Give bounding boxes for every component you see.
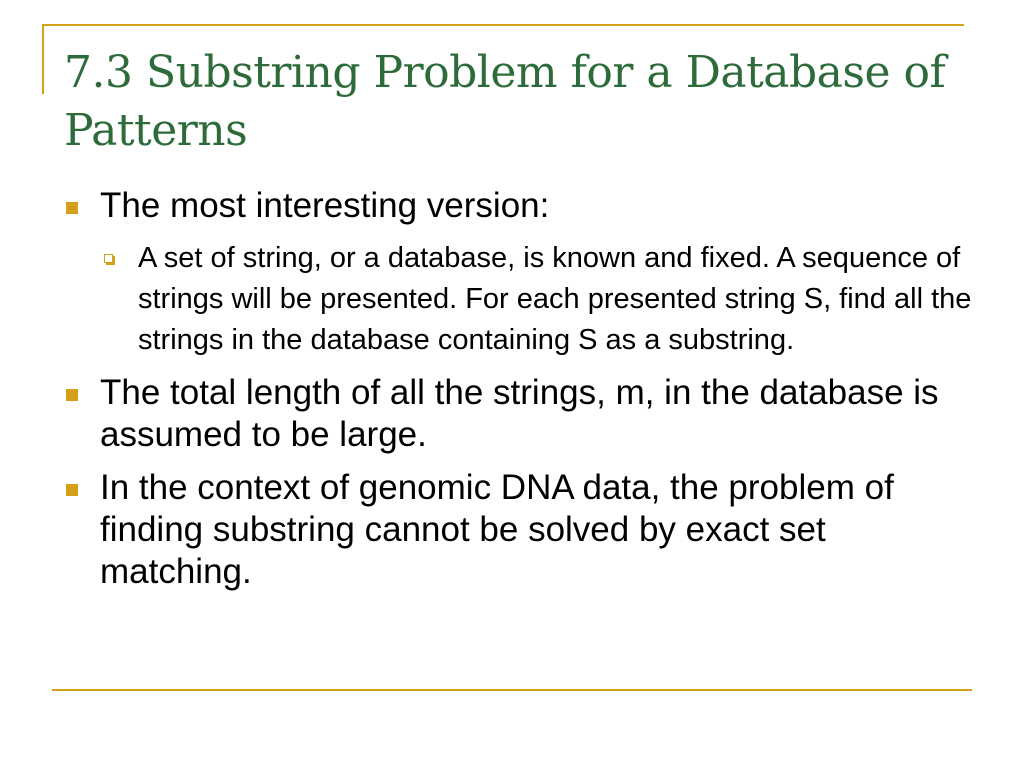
slide-content bbox=[64, 185, 974, 604]
top-rule bbox=[42, 24, 964, 26]
sub-bullet-text: A set of string, or a database, is known and fixed. A sequence of strings will be presented. For each presented string S, find all the strings in the database containing S as a substring. bbox=[138, 242, 972, 356]
bullet-item bbox=[64, 185, 974, 227]
left-rule bbox=[42, 24, 44, 94]
bullet-item bbox=[64, 372, 974, 456]
square-bullet-icon bbox=[66, 202, 78, 214]
sub-bullet-item bbox=[64, 238, 974, 361]
hollow-square-bullet-icon bbox=[104, 254, 113, 263]
bullet-text: In the context of genomic DNA data, the problem of finding substring cannot be solved by exact set matching. bbox=[100, 468, 894, 591]
bullet-item bbox=[64, 467, 974, 593]
slide-title: 7.3 Substring Problem for a Database of Patterns bbox=[64, 47, 946, 156]
bullet-text: The most interesting version: bbox=[100, 186, 550, 225]
square-bullet-icon bbox=[66, 484, 78, 496]
square-bullet-icon bbox=[66, 389, 78, 401]
bottom-rule bbox=[52, 689, 972, 691]
bullet-text: The total length of all the strings, m, in the database is assumed to be large. bbox=[100, 373, 939, 454]
